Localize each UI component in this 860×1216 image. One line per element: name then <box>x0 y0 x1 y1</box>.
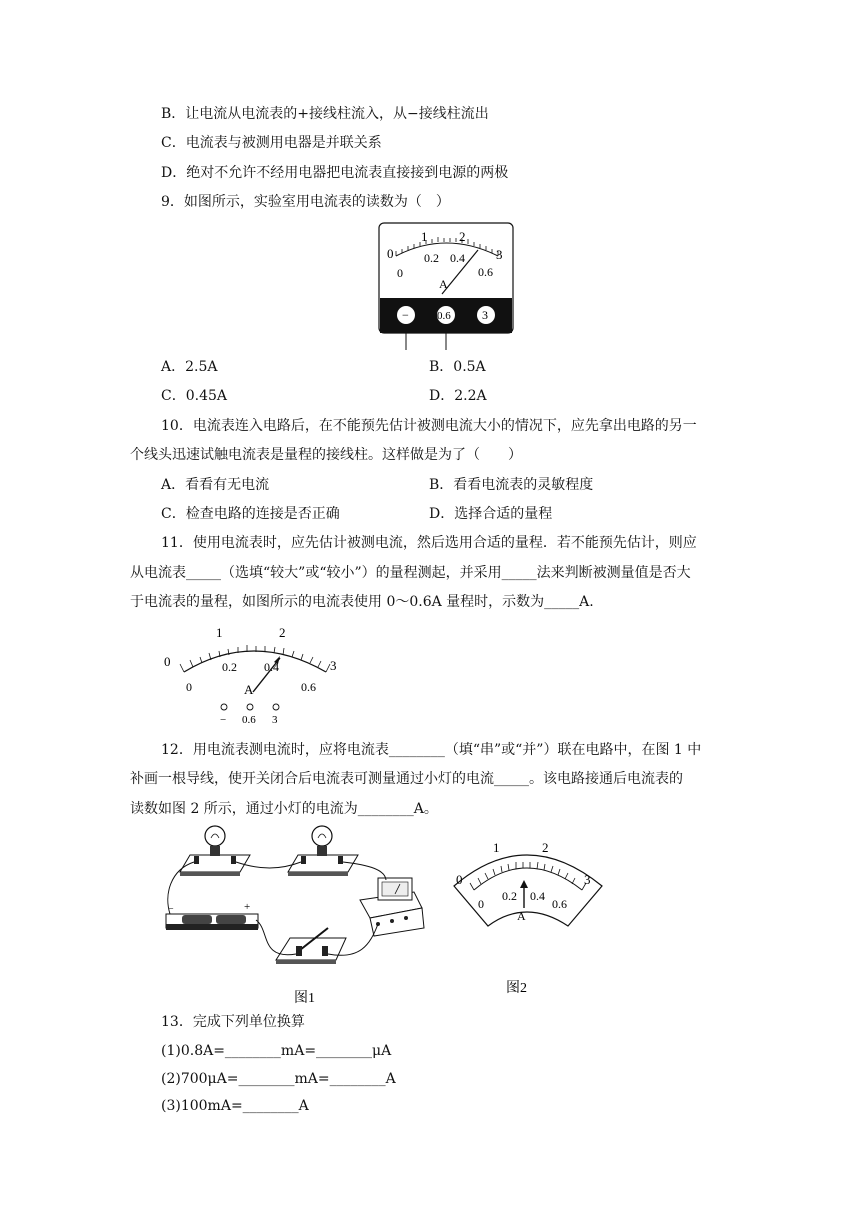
q11-top-scale-1: 1 <box>216 625 223 640</box>
q11-top-scale-3: 3 <box>330 658 337 673</box>
q12-fig2-label: 图2 <box>506 981 527 996</box>
q10-line1: 10．电流表连入电路后，在不能预先估计被测电流大小的情况下，应先拿出电路的另一 <box>161 418 697 434</box>
q13-item-2: (2)700μA=________mA=________A <box>161 1071 396 1087</box>
q11-ammeter-figure <box>158 620 348 726</box>
q9-bottom-scale-0: 0 <box>397 266 403 280</box>
q10-option-c: C．检查电路的连接是否正确 <box>161 506 340 522</box>
q9-bottom-scale-3: 0.6 <box>478 265 493 279</box>
q11-unit: A <box>244 682 254 697</box>
q12-fig2-top-scale-0: 0 <box>456 872 463 887</box>
q9-terminal-label-1: 0.6 <box>437 310 451 322</box>
q10-line2: 个线头迅速试触电流表是量程的接线柱。这样做是为了（ ） <box>130 447 522 463</box>
q9-unit: A <box>439 277 448 291</box>
q8-option-b: B．让电流从电流表的+接线柱流入，从−接线柱流出 <box>161 106 489 122</box>
q9-option-c: C．0.45A <box>161 388 227 404</box>
q12-line3: 读数如图 2 所示，通过小灯的电流为________A。 <box>130 801 438 817</box>
q12-fig2-bottom-scale-1: 0.2 <box>502 889 517 903</box>
battery <box>166 901 258 930</box>
q9-top-scale-3: 3 <box>496 247 503 262</box>
q12-fig2-unit: A <box>517 909 526 923</box>
ammeter <box>360 878 424 936</box>
q10-option-b: B．看看电流表的灵敏程度 <box>429 477 594 493</box>
q11-line1: 11．使用电流表时，应先估计被测电流，然后选用合适的量程．若不能预先估计，则应 <box>161 535 697 551</box>
q11-terminal-label-0: − <box>220 714 227 726</box>
q12-line2: 补画一根导线，使开关闭合后电流表可测量通过小灯的电流_____。该电路接通后电流表的 <box>130 771 683 787</box>
q11-terminal-label-2: 3 <box>272 714 278 726</box>
q8-option-d: D．绝对不允许不经用电器把电流表直接接到电源的两极 <box>161 165 509 181</box>
q9-option-d: D．2.2A <box>429 388 487 404</box>
bulb-2 <box>288 826 358 876</box>
q12-line1: 12．用电流表测电流时，应将电流表________（填“串”或“并”）联在电路中，在图 1 中 <box>161 742 702 758</box>
q12-fig1-label: 图1 <box>294 991 315 1006</box>
q11-line2: 从电流表_____（选填“较大”或“较小”）的量程测起，并采用_____法来判断被测量值是否大 <box>130 565 691 581</box>
q9-terminal-label-2: 3 <box>482 308 488 322</box>
q12-fig2-top-scale-2: 2 <box>542 840 549 855</box>
q11-bottom-scale-1: 0.2 <box>222 660 237 674</box>
q9-top-scale-2: 2 <box>459 229 466 244</box>
q11-bottom-scale-0: 0 <box>186 680 192 694</box>
bulb-1 <box>180 826 250 876</box>
q9-ammeter-figure <box>378 222 514 352</box>
q9-bottom-scale-1: 0.2 <box>424 251 439 265</box>
q11-top-scale-2: 2 <box>279 625 286 640</box>
svg-text:−: − <box>168 904 174 915</box>
q10-option-d: D．选择合适的量程 <box>429 506 553 522</box>
q13-stem: 13．完成下列单位换算 <box>161 1014 305 1030</box>
q12-fig2-top-scale-3: 3 <box>584 872 591 887</box>
q12-fig2-bottom-scale-0: 0 <box>478 897 484 911</box>
q12-fig2-top-scale-1: 1 <box>493 840 500 855</box>
q8-option-c: C．电流表与被测用电器是并联关系 <box>161 135 382 151</box>
q11-bottom-scale-2: 0.4 <box>264 660 279 674</box>
switch <box>276 928 346 964</box>
q12-fig2-bottom-scale-2: 0.4 <box>530 889 545 903</box>
q11-bottom-scale-3: 0.6 <box>301 680 316 694</box>
q13-item-3: (3)100mA=________A <box>161 1098 309 1114</box>
q12-figure-1-circuit <box>160 820 440 1008</box>
q9-option-b: B．0.5A <box>429 359 486 375</box>
q9-option-a: A．2.5A <box>161 359 218 375</box>
q11-terminal-label-1: 0.6 <box>242 714 256 726</box>
q9-top-scale-1: 1 <box>421 229 428 244</box>
q12-figure-2-meter <box>446 828 614 998</box>
q13-item-1: (1)0.8A=________mA=________μA <box>161 1043 392 1059</box>
q11-top-scale-0: 0 <box>164 654 171 669</box>
q9-terminal-label-0: − <box>402 308 409 322</box>
svg-text:+: + <box>244 901 251 913</box>
q11-terminal-0-6 <box>247 704 253 710</box>
q9-bottom-scale-2: 0.4 <box>450 251 465 265</box>
q9-stem: 9．如图所示，实验室用电流表的读数为（ ） <box>161 194 450 210</box>
q11-line3: 于电流表的量程，如图所示的电流表使用 0～0.6A 量程时，示数为_____A. <box>130 594 594 610</box>
q12-fig2-bottom-scale-3: 0.6 <box>552 897 567 911</box>
q11-terminal-minus <box>221 704 227 710</box>
q9-top-scale-0: 0 <box>387 246 394 261</box>
q10-option-a: A．看看有无电流 <box>161 477 270 493</box>
q11-terminal-3 <box>273 704 279 710</box>
